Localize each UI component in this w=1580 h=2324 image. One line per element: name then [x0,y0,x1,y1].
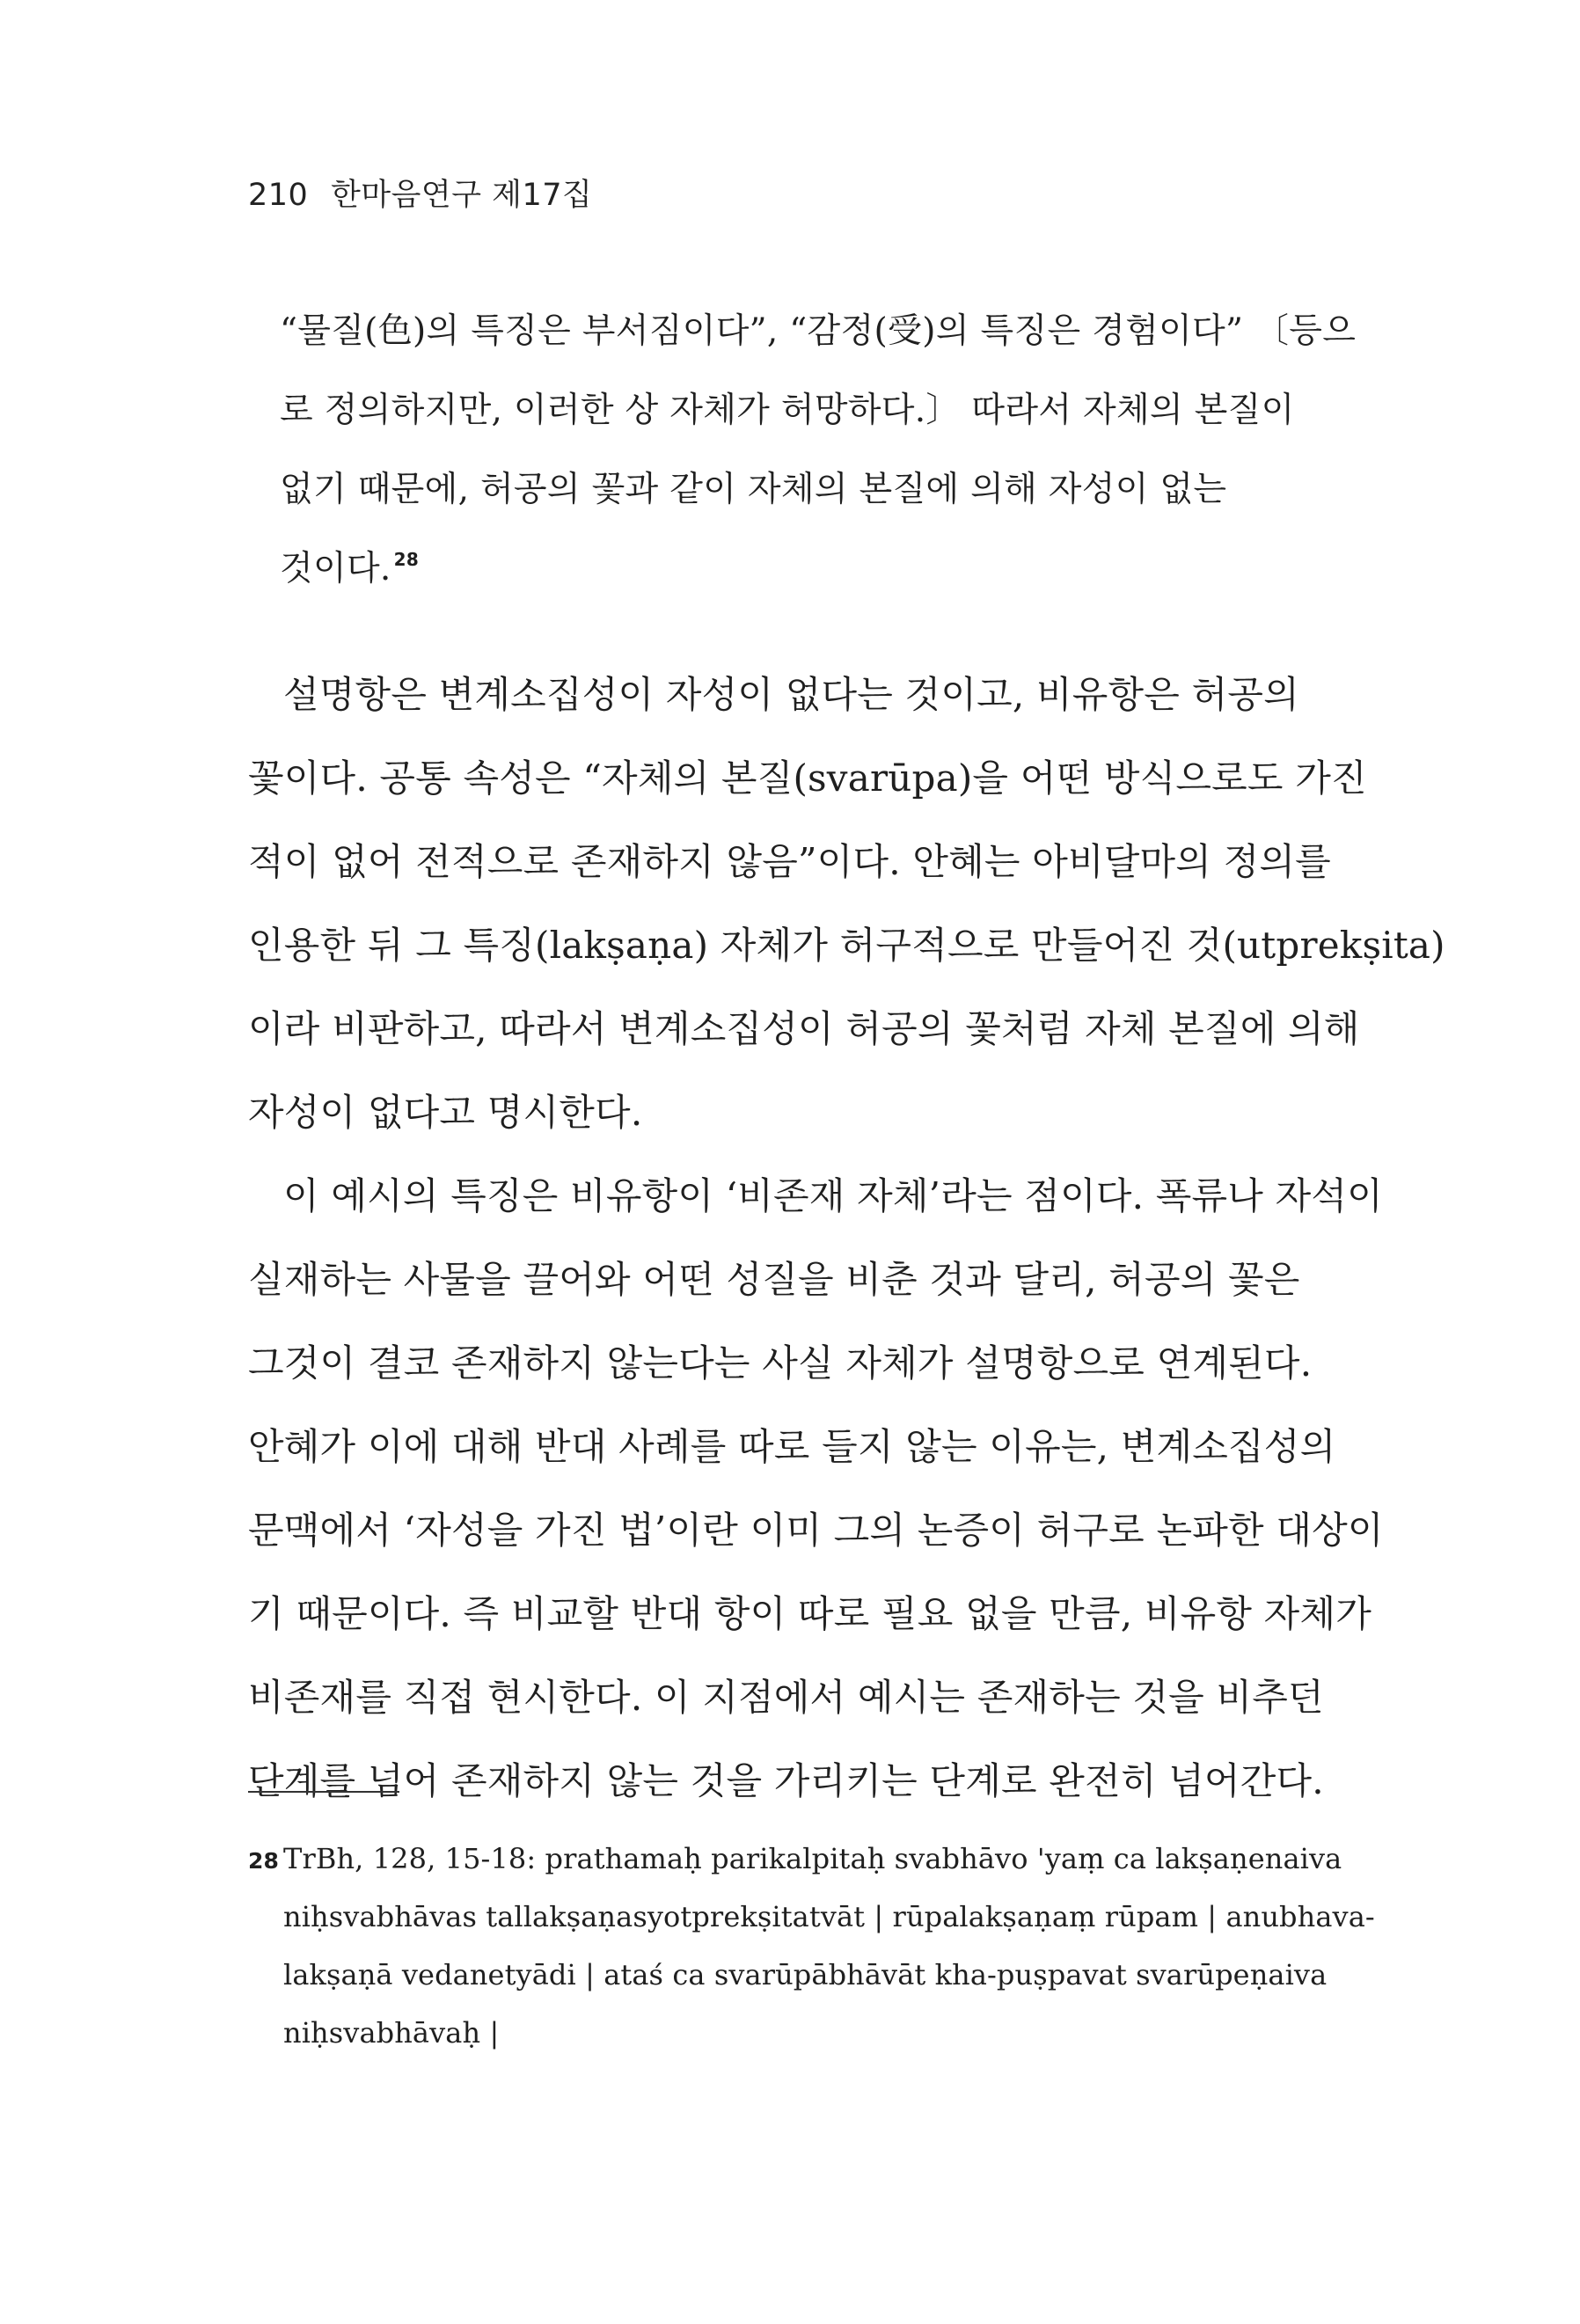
paragraph-line: 적이 없어 전적으로 존재하지 않음”이다. 안혜는 아비달마의 정의를 [248,840,1331,883]
quote-line-text: 것이다. [280,549,391,588]
quote-line: 없기 때문에, 허공의 꽃과 같이 자체의 본질에 의해 자성이 없는 [280,470,1227,509]
quote-line: “물질(色)의 특징은 부서짐이다”, “감정(受)의 특징은 경험이다” 〔등으 [280,311,1357,351]
quote-line: 로 정의하지만, 이러한 상 자체가 허망하다.〕 따라서 자체의 본질이 [280,391,1295,430]
paragraph-line: 인용한 뒤 그 특징(lakṣaṇa) 자체가 허구적으로 만들어진 것(utprekṣita) [248,924,1445,967]
footnote-line: lakṣaṇā vedanetyādi | ataś ca svarūpābhāvāt kha-puṣpavat svarūpeṇaiva [283,1958,1328,1991]
paragraph-line: 안혜가 이에 대해 반대 사례를 따로 들지 않는 이유는, 변계소집성의 [248,1425,1336,1468]
paragraph-line: 기 때문이다. 즉 비교할 반대 항이 따로 필요 없을 만큼, 비유항 자체가 [248,1592,1372,1635]
footnote-number: 28 [248,1848,279,1874]
paragraph-line: 이라 비판하고, 따라서 변계소집성이 허공의 꽃처럼 자체 본질에 의해 [248,1007,1360,1050]
paragraph-line: 설명항은 변계소집성이 자성이 없다는 것이고, 비유항은 허공의 [283,673,1299,716]
paragraph-line: 이 예시의 특징은 비유항이 ‘비존재 자체’라는 점이다. 폭류나 자석이 [283,1174,1383,1217]
running-header [248,171,592,215]
paragraph-line: 비존재를 직접 현시한다. 이 지점에서 예시는 존재하는 것을 비추던 [248,1676,1324,1719]
paragraph-line: 단계를 넘어 존재하지 않는 것을 가리키는 단계로 완전히 넘어간다. [248,1759,1324,1802]
paragraph-line: 실재하는 사물을 끌어와 어떤 성질을 비춘 것과 달리, 허공의 꽃은 [248,1258,1300,1301]
page-number: 210 [248,178,309,213]
body-paragraphs [248,653,1445,1823]
paragraph-line: 자성이 없다고 명시한다. [248,1091,643,1134]
footnote-line: niḥsvabhāvaḥ | [283,2016,500,2050]
paragraph-line: 꽃이다. 공통 속성은 “자체의 본질(svarūpa)을 어떤 방식으로도 가진 [248,756,1367,800]
footnote-text: TrBh, 128, 15-18: prathamaḥ parikalpitaḥ svabhāvo 'yaṃ ca lakṣaṇenaiva [283,1842,1342,1875]
footnote-divider [248,1791,399,1793]
paragraph-line: 문맥에서 ‘자성을 가진 법’이란 이미 그의 논증이 허구로 논파한 대상이 [248,1509,1384,1552]
footnote-line: niḥsvabhāvas tallakṣaṇasyotprekṣitatvāt | rūpalakṣaṇaṃ rūpam | anubhava- [283,1900,1375,1933]
footnote-28 [248,1830,1375,2062]
paragraph-line: 그것이 결코 존재하지 않는다는 사실 자체가 설명항으로 연계된다. [248,1341,1313,1385]
block-quote [280,292,1357,609]
quote-line-last [280,530,1318,609]
footnote-line [248,1830,1342,1888]
journal-title: 한마음연구 제17집 [330,178,593,213]
footnote-reference[interactable]: 28 [393,549,420,570]
